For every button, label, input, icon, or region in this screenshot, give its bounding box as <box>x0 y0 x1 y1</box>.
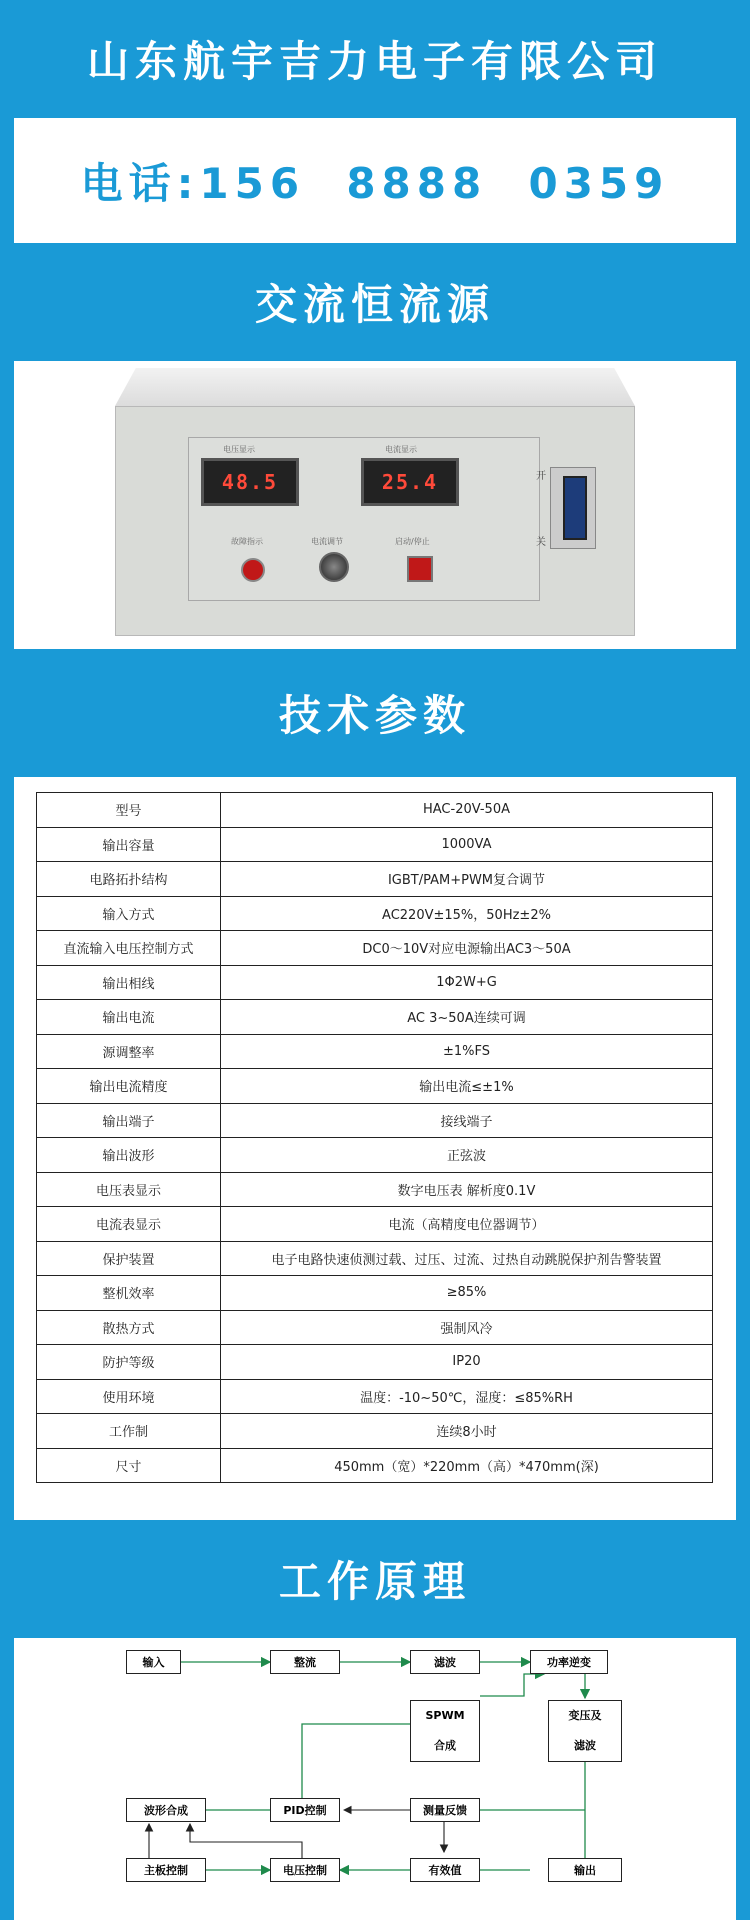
spec-key: 工作制 <box>37 1414 221 1449</box>
current-adjust-label: 电流调节 <box>311 537 343 546</box>
diagram-node-volt-ctrl: 电压控制 <box>270 1858 340 1882</box>
spec-value: 连续8小时 <box>221 1414 713 1449</box>
diagram-node-output: 输出 <box>548 1858 622 1882</box>
transform-line-1: 变压及 <box>568 1709 602 1722</box>
spec-value: DC0～10V对应电源输出AC3～50A <box>221 931 713 966</box>
specs-title-banner <box>0 649 750 777</box>
spec-key: 防护等级 <box>37 1345 221 1380</box>
spec-row <box>37 1138 713 1173</box>
spec-value: HAC-20V-50A <box>221 793 713 828</box>
diagram-node-pid: PID控制 <box>270 1798 340 1822</box>
spec-key: 输入方式 <box>37 896 221 931</box>
spec-value: AC 3~50A连续可调 <box>221 1000 713 1035</box>
spec-key: 输出电流精度 <box>37 1069 221 1104</box>
spec-key: 电流表显示 <box>37 1207 221 1242</box>
spec-row <box>37 896 713 931</box>
voltage-meter-value: 48.5 <box>221 470 279 494</box>
fault-indicator-label: 故障指示 <box>231 537 263 546</box>
spec-value: 正弦波 <box>221 1138 713 1173</box>
voltage-meter-label: 电压显示 <box>223 445 255 454</box>
specs-title: 技术参数 <box>278 691 471 740</box>
diagram-node-transform <box>548 1700 622 1762</box>
spec-value: 强制风冷 <box>221 1310 713 1345</box>
spec-row <box>37 1207 713 1242</box>
start-stop-label: 启动/停止 <box>395 537 430 546</box>
start-stop-button <box>407 556 433 582</box>
spec-row <box>37 862 713 897</box>
spec-value: IP20 <box>221 1345 713 1380</box>
spec-row <box>37 1448 713 1483</box>
spec-row <box>37 1276 713 1311</box>
spec-row <box>37 1379 713 1414</box>
power-switch-rocker <box>563 476 587 540</box>
device-top <box>115 368 635 406</box>
spec-row <box>37 1103 713 1138</box>
diagram-node-main-ctrl: 主板控制 <box>126 1858 206 1882</box>
spec-value: 1000VA <box>221 827 713 862</box>
spec-key: 使用环境 <box>37 1379 221 1414</box>
principle-title: 工作原理 <box>278 1557 471 1606</box>
spec-value: 电流（高精度电位器调节） <box>221 1207 713 1242</box>
diagram-node-filter: 滤波 <box>410 1650 480 1674</box>
spwm-line-2: 合成 <box>434 1739 456 1752</box>
device-front-panel <box>115 406 635 636</box>
spec-row <box>37 827 713 862</box>
spec-value: 数字电压表 解析度0.1V <box>221 1172 713 1207</box>
fault-indicator-lamp <box>241 558 265 582</box>
spec-row <box>37 1172 713 1207</box>
company-name: 山东航宇吉力电子有限公司 <box>86 37 663 86</box>
spec-row <box>37 1069 713 1104</box>
spec-key: 尺寸 <box>37 1448 221 1483</box>
spec-value: AC220V±15%，50Hz±2% <box>221 896 713 931</box>
spec-key: 输出容量 <box>37 827 221 862</box>
diagram-node-spwm <box>410 1700 480 1762</box>
spec-value: 温度：-10~50℃，湿度：≤85%RH <box>221 1379 713 1414</box>
spec-key: 直流输入电压控制方式 <box>37 931 221 966</box>
power-switch <box>550 467 596 549</box>
spec-row <box>37 931 713 966</box>
principle-diagram-panel <box>14 1638 736 1920</box>
spec-key: 整机效率 <box>37 1276 221 1311</box>
spec-key: 输出波形 <box>37 1138 221 1173</box>
spec-value: 电子电路快速侦测过载、过压、过流、过热自动跳脱保护剂告警装置 <box>221 1241 713 1276</box>
spec-value: 450mm（宽）*220mm（高）*470mm(深) <box>221 1448 713 1483</box>
spec-value: 输出电流≤±1% <box>221 1069 713 1104</box>
spwm-line-1: SPWM <box>425 1709 465 1722</box>
spec-row <box>37 1034 713 1069</box>
product-title-banner <box>0 243 750 361</box>
phone-banner <box>14 118 736 243</box>
spec-value: ≥85% <box>221 1276 713 1311</box>
spec-row <box>37 793 713 828</box>
spec-value: ±1%FS <box>221 1034 713 1069</box>
spec-row <box>37 1310 713 1345</box>
spec-row <box>37 1000 713 1035</box>
spec-key: 散热方式 <box>37 1310 221 1345</box>
spec-value: 接线端子 <box>221 1103 713 1138</box>
spec-key: 输出相线 <box>37 965 221 1000</box>
power-supply-device <box>115 368 635 636</box>
spec-key: 输出端子 <box>37 1103 221 1138</box>
spec-key: 输出电流 <box>37 1000 221 1035</box>
switch-off-label: 关 <box>536 537 546 548</box>
spec-value: IGBT/PAM+PWM复合调节 <box>221 862 713 897</box>
diagram-connectors <box>14 1638 736 1920</box>
current-adjust-knob <box>319 552 349 582</box>
current-meter-label: 电流显示 <box>385 445 417 454</box>
spec-key: 型号 <box>37 793 221 828</box>
specs-table <box>36 792 713 1483</box>
diagram-node-feedback: 测量反馈 <box>410 1798 480 1822</box>
current-meter-value: 25.4 <box>381 470 439 494</box>
diagram-node-waveform: 波形合成 <box>126 1798 206 1822</box>
spec-key: 电路拓扑结构 <box>37 862 221 897</box>
spec-key: 源调整率 <box>37 1034 221 1069</box>
spec-row <box>37 1345 713 1380</box>
principle-title-banner <box>0 1520 750 1638</box>
company-banner <box>0 0 750 118</box>
spec-key: 保护装置 <box>37 1241 221 1276</box>
phone-number: 电话:156 8888 0359 <box>80 158 670 208</box>
spec-row <box>37 1414 713 1449</box>
diagram-node-rms: 有效值 <box>410 1858 480 1882</box>
spec-key: 电压表显示 <box>37 1172 221 1207</box>
switch-on-label: 开 <box>536 471 546 482</box>
spec-row <box>37 1241 713 1276</box>
diagram-node-input: 输入 <box>126 1650 181 1674</box>
voltage-meter <box>201 458 299 506</box>
current-meter <box>361 458 459 506</box>
diagram-node-rectify: 整流 <box>270 1650 340 1674</box>
product-title: 交流恒流源 <box>254 280 495 329</box>
spec-row <box>37 965 713 1000</box>
transform-line-2: 滤波 <box>574 1739 596 1752</box>
diagram-node-inverter: 功率逆变 <box>530 1650 608 1674</box>
spec-value: 1Φ2W+G <box>221 965 713 1000</box>
device-control-area <box>188 437 540 601</box>
